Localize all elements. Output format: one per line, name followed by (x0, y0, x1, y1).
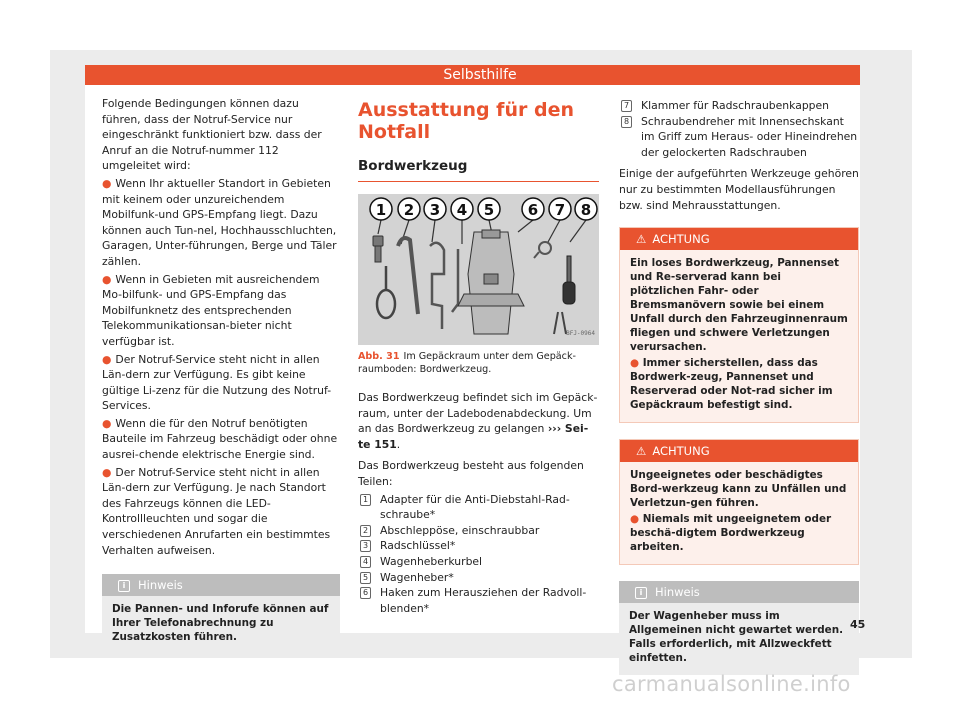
warning-body: Ungeeignetes oder beschädigtes Bord-werkzeug kann zu Unfällen und Verletzun-gen führen. ● Niemals mit ungeeignetem oder beschä-digtem Bordwerkzeug arbeiten. (630, 469, 847, 554)
list-item: 5 Wagenheber* (358, 570, 599, 586)
column-right (619, 98, 859, 675)
parts-list (358, 492, 599, 617)
tool-jack-icon (458, 230, 524, 334)
bullet-item: ● Der Notruf-Service steht nicht in allen Län-dern zur Verfügung. Es gibt keine gültige Li-zenz für die Nutzung des Notruf-Services. (102, 352, 332, 413)
figure-id: BFJ-0964 (566, 330, 595, 338)
toolkit-illustration (358, 194, 599, 345)
info-icon: i (635, 587, 647, 599)
figure-caption: Abb. 31 Im Gepäckraum unter dem Gepäck-raumboden: Bordwerkzeug. (358, 351, 576, 375)
bullet-item: ● Wenn Ihr aktueller Standort in Gebieten mit keinem oder unzureichendem Mobilfunk-und GPS-Empfang liegt. Dazu können auch Tun-nel, Hochhausschluchten, Garagen, Unter-führungen, Berge und Täler zählen. (102, 176, 337, 268)
leader-line-6 (518, 220, 533, 232)
bullet-dot-icon: ● (630, 513, 643, 526)
tool-jack-crank-icon (430, 243, 444, 329)
warning-header: ⚠ ACHTUNG (620, 440, 858, 462)
figure-label: 3 (429, 201, 441, 219)
list-item: 4 Wagenheberkurbel (358, 554, 599, 570)
bullet-dot-icon: ● (102, 272, 112, 286)
list-item: 7 Klammer für Radschraubenkappen (619, 98, 859, 114)
hinweis-header: i Hinweis (619, 581, 859, 603)
hinweis-box (102, 574, 340, 654)
tool-wheel-wrench-icon (398, 238, 418, 314)
section-title: Ausstattung für den Notfall (358, 99, 574, 143)
figure-label: 8 (580, 201, 592, 219)
tool-adapter-icon (373, 236, 383, 262)
figure-label: 4 (456, 201, 468, 219)
tool-hook-icon (452, 249, 458, 312)
bullet-dot-icon: ● (102, 352, 112, 366)
bullet-dot-icon: ● (102, 176, 112, 190)
header-title: Selbsthilfe (443, 67, 517, 83)
figure-label: 1 (375, 201, 387, 219)
warning-triangle-icon: ⚠ (636, 232, 647, 247)
warning-triangle-icon: ⚠ (636, 444, 647, 459)
bullet-dot-icon: ● (102, 416, 112, 430)
leader-line-1 (378, 220, 381, 234)
warning-body: Ein loses Bordwerkzeug, Pannenset und Re-serverad kann bei plötzlichen Fahr- oder Bremsmanövern sowie bei einem Unfall durch den Fahrzeuginnenraum fliegen und schwere Verletzungen verursachen. ● Immer sicherstellen, dass das Bordwerk-zeug, Pannenset und Reserverad oder Not-rad sicher im Gepäckraum befestigt sind. (630, 257, 848, 412)
tool-clip-icon (534, 242, 551, 258)
list-item: 1 Adapter für die Anti-Diebstahl-Rad-schraube* (358, 492, 599, 523)
list-item: 6 Haken zum Herausziehen der Radvoll-blenden* (358, 585, 599, 616)
page-number: 45 (850, 618, 866, 631)
info-icon: i (118, 580, 130, 592)
parts-list-continued (619, 98, 859, 160)
figure-label: 7 (554, 201, 566, 219)
hinweis-text: Der Wagenheber muss im Allgemeinen nicht gewartet werden. Falls erforderlich, mit Allzweckfett einfetten. (629, 610, 844, 665)
bullet-item: ● Wenn die für den Notruf benötigten Bauteile im Fahrzeug beschädigt oder ohne ausrei-chende elektrische Energie sind. (102, 416, 338, 462)
section-subtitle: Bordwerkzeug (358, 158, 468, 174)
tool-towing-eye-icon (377, 266, 395, 318)
warning-box (619, 227, 859, 423)
column-middle (358, 97, 599, 616)
figure-label: 5 (483, 201, 495, 219)
bullet-item: ● Der Notruf-Service steht nicht in allen Län-dern zur Verfügung. Je nach Standort des Fahrzeugs können die LED-Kontrollleuchten und sogar die verschiedenen Anrufarten ein bestimmtes Verhalten aufweisen. (102, 465, 331, 557)
figure-label: 6 (527, 201, 539, 219)
figure-label: 2 (403, 201, 415, 219)
toolkit-figure (358, 194, 599, 345)
warning-header: ⚠ ACHTUNG (620, 228, 858, 250)
list-item: 2 Abschleppöse, einschraubbar (358, 523, 599, 539)
hinweis-box (619, 581, 859, 675)
bullet-dot-icon: ● (630, 357, 643, 370)
hinweis-text: Die Pannen- und Inforufe können auf Ihrer Telefonabrechnung zu Zusatzkosten führen. (112, 603, 329, 644)
tool-screwdriver-icon (554, 256, 575, 334)
column-left (102, 96, 340, 654)
leader-line-8 (570, 220, 586, 242)
bullet-item: ● Wenn in Gebieten mit ausreichendem Mo-bilfunk- und GPS-Empfang das Mobilfunknetz des entsprechenden Telekommunikationsan-bieter nicht verfügbar ist. (102, 272, 320, 348)
list-item: 3 Radschlüssel* (358, 538, 599, 554)
intro-paragraph: Folgende Bedingungen können dazu führen, dass der Notruf-Service nur eingeschränkt funktioniert bzw. dass der Anruf an die Notruf-nummer 112 umgeleitet wird: (102, 97, 322, 173)
warning-box (619, 439, 859, 565)
leader-line-7 (548, 220, 560, 242)
page-reference-link[interactable]: ››› Sei-te 151 (358, 422, 589, 451)
leader-line-3 (432, 220, 435, 242)
watermark: carmanualsonline.info (612, 672, 851, 696)
list-item: 8 Schraubendreher mit Innensechskant im Griff zum Heraus- oder Hineindrehen der gelockerten Radschrauben (619, 114, 859, 161)
paragraph-location: Das Bordwerkzeug befindet sich im Gepäck-raum, unter der Ladebodenabdeckung. Um an das Bordwerkzeug zu gelangen ››› Sei-te 151. (358, 391, 598, 451)
section-rule (358, 181, 599, 182)
paragraph-parts: Das Bordwerkzeug besteht aus folgenden Teilen: (358, 459, 584, 488)
paragraph-optional: Einige der aufgeführten Werkzeuge gehören nur zu bestimmten Modellausführungen bzw. sind Mehrausstattungen. (619, 167, 859, 212)
hinweis-header: i Hinweis (102, 574, 340, 596)
bullet-dot-icon: ● (102, 465, 112, 479)
